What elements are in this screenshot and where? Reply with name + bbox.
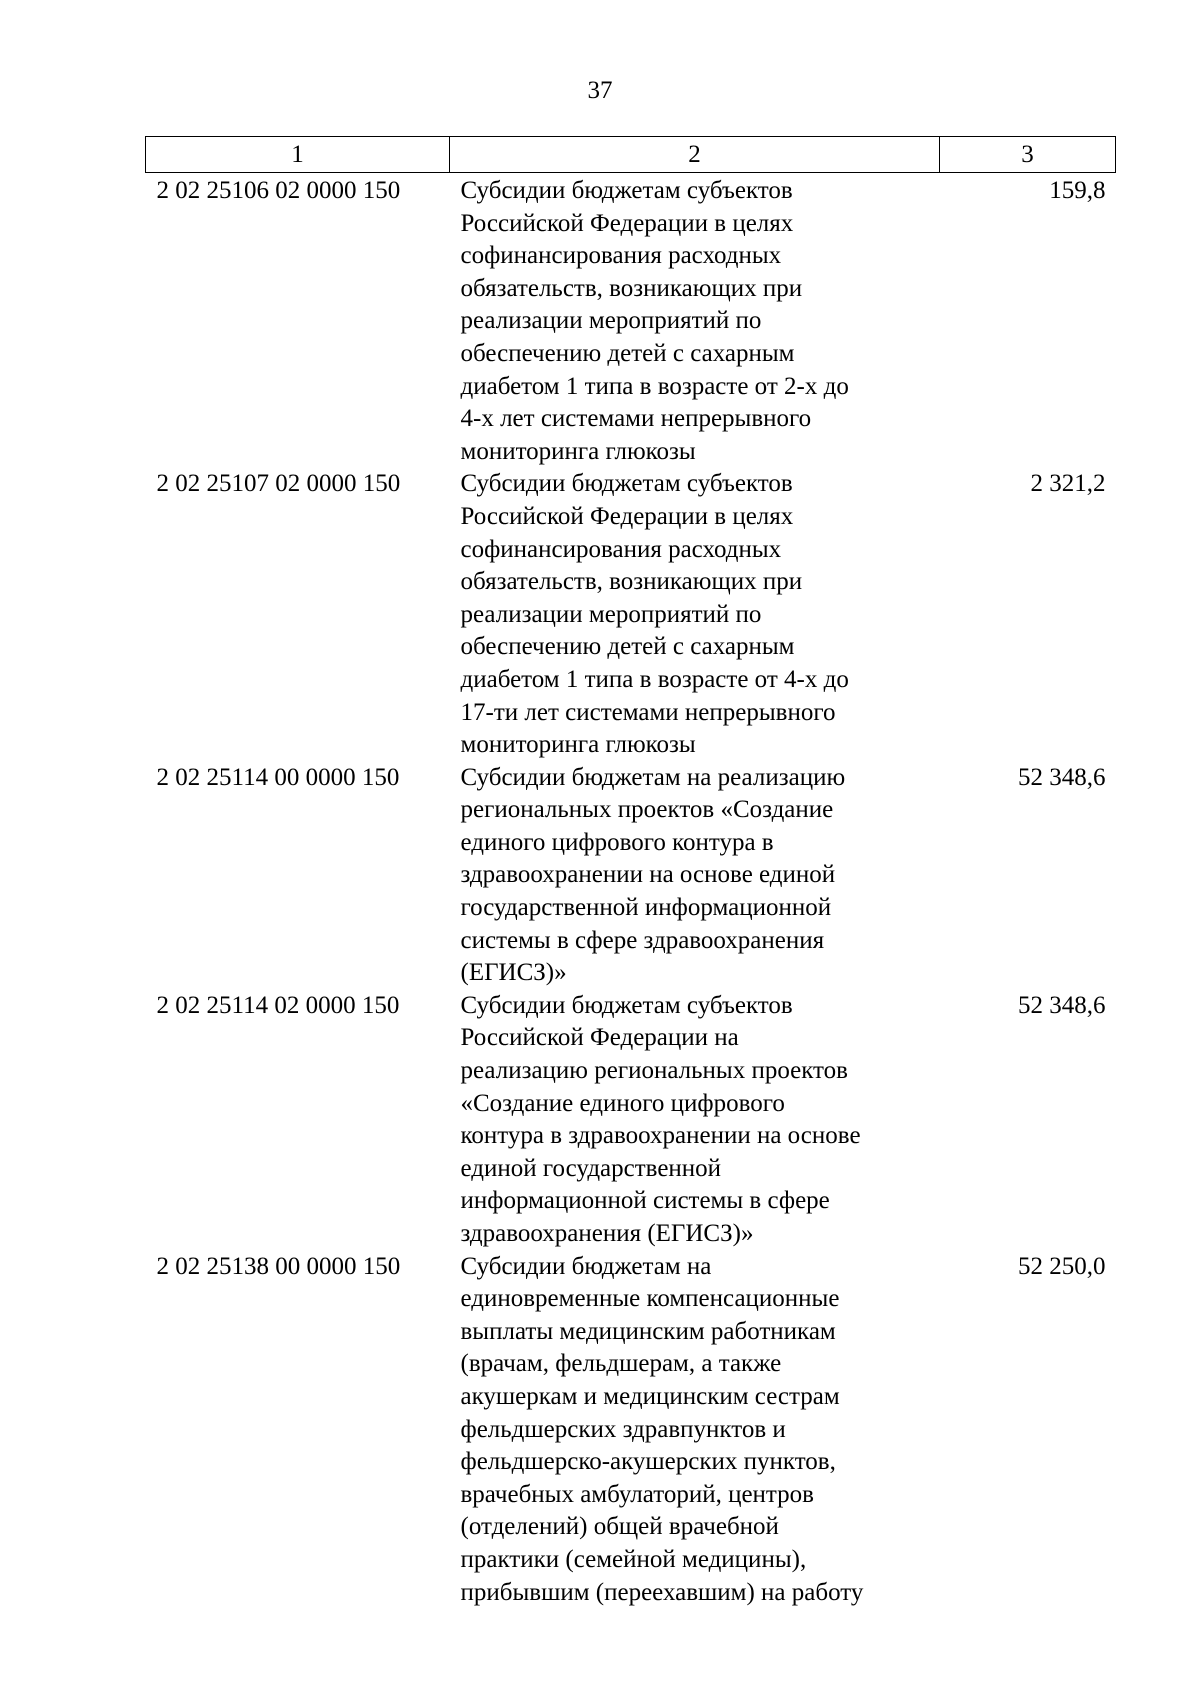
description-line: обеспечению детей с сахарным <box>460 633 795 661</box>
description-line: софинансирования расходных <box>460 535 782 563</box>
description-line: государственной информационной <box>460 894 832 922</box>
description-line: единой государственной <box>460 1154 722 1182</box>
description-line: практики (семейной медицины), <box>460 1545 807 1573</box>
column-header-3: 3 <box>940 137 1116 173</box>
description-line: здравоохранении на основе единой <box>460 861 836 889</box>
row-code: 2 02 25114 00 0000 150 <box>156 763 400 791</box>
description-line: Российской Федерации в целях <box>460 209 794 237</box>
description-line: Субсидии бюджетам субъектов <box>460 177 793 204</box>
description-line: обязательств, возникающих при <box>460 274 803 302</box>
row-description <box>450 762 940 990</box>
row-amount: 52 348,6 <box>1018 763 1106 791</box>
page-number: 37 <box>587 77 613 104</box>
description-line: фельдшерских здравпунктов и <box>460 1415 786 1443</box>
table-row <box>146 173 1116 469</box>
table-row <box>146 468 1116 761</box>
description-line: реализацию региональных проектов <box>460 1057 848 1085</box>
description-line: Субсидии бюджетам субъектов <box>460 991 793 1019</box>
description-line: прибывшим (переехавшим) на работу <box>460 1578 864 1606</box>
description-line: Российской Федерации на <box>460 1024 739 1052</box>
description-line: системы в сфере здравоохранения <box>460 926 825 954</box>
description-line: софинансирования расходных <box>460 242 782 270</box>
description-line: (ЕГИСЗ)» <box>460 959 567 987</box>
description-line: реализации мероприятий по <box>460 600 762 628</box>
description-line: (отделений) общей врачебной <box>460 1513 779 1541</box>
row-code: 2 02 25106 02 0000 150 <box>156 177 401 204</box>
row-amount: 52 348,6 <box>1018 991 1106 1019</box>
table-header <box>146 137 1116 173</box>
description-line: выплаты медицинским работникам <box>460 1317 836 1345</box>
description-line: акушеркам и медицинским сестрам <box>460 1382 840 1410</box>
description-line: 17-ти лет системами непрерывного <box>460 698 836 726</box>
row-code: 2 02 25107 02 0000 150 <box>156 470 401 498</box>
description-line: Субсидии бюджетам на <box>460 1252 712 1280</box>
description-line: обеспечению детей с сахарным <box>460 339 795 367</box>
row-code: 2 02 25114 02 0000 150 <box>156 991 400 1019</box>
description-line: Субсидии бюджетам субъектов <box>460 470 793 498</box>
description-line: Субсидии бюджетам на реализацию <box>460 763 846 791</box>
row-amount: 2 321,2 <box>1030 470 1106 498</box>
description-line: здравоохранения (ЕГИСЗ)» <box>460 1220 754 1247</box>
description-line: обязательств, возникающих при <box>460 568 803 596</box>
row-description <box>450 468 940 761</box>
header-row <box>146 137 1116 173</box>
table-body <box>146 173 1116 1610</box>
description-line: региональных проектов «Создание <box>460 796 834 824</box>
row-description <box>450 990 940 1251</box>
description-line: 4-х лет системами непрерывного <box>460 405 812 433</box>
table-row <box>146 990 1116 1251</box>
description-line: «Создание единого цифрового <box>460 1089 785 1117</box>
row-description <box>450 1251 940 1610</box>
description-line: реализации мероприятий по <box>460 307 762 335</box>
description-line: врачебных амбулаторий, центров <box>460 1480 814 1508</box>
description-line: единовременные компенсационные <box>460 1285 840 1313</box>
description-line: единого цифрового контура в <box>460 828 774 856</box>
column-header-1: 1 <box>146 137 450 173</box>
row-description <box>450 173 940 469</box>
description-line: диабетом 1 типа в возрасте от 4-х до <box>460 665 849 693</box>
table-row <box>146 762 1116 990</box>
column-header-2: 2 <box>450 137 940 173</box>
row-amount: 159,8 <box>1049 177 1106 204</box>
row-code: 2 02 25138 00 0000 150 <box>156 1252 401 1280</box>
table-row <box>146 1251 1116 1610</box>
description-line: диабетом 1 типа в возрасте от 2-х до <box>460 372 849 400</box>
budget-table <box>145 136 1116 1609</box>
description-line: мониторинга глюкозы <box>460 731 696 759</box>
description-line: (врачам, фельдшерам, а также <box>460 1350 782 1378</box>
description-line: фельдшерско-акушерских пунктов, <box>460 1448 836 1476</box>
description-line: контура в здравоохранении на основе <box>460 1122 861 1150</box>
description-line: мониторинга глюкозы <box>460 437 696 465</box>
row-amount: 52 250,0 <box>1018 1252 1106 1280</box>
description-line: информационной системы в сфере <box>460 1187 830 1215</box>
description-line: Российской Федерации в целях <box>460 502 794 530</box>
